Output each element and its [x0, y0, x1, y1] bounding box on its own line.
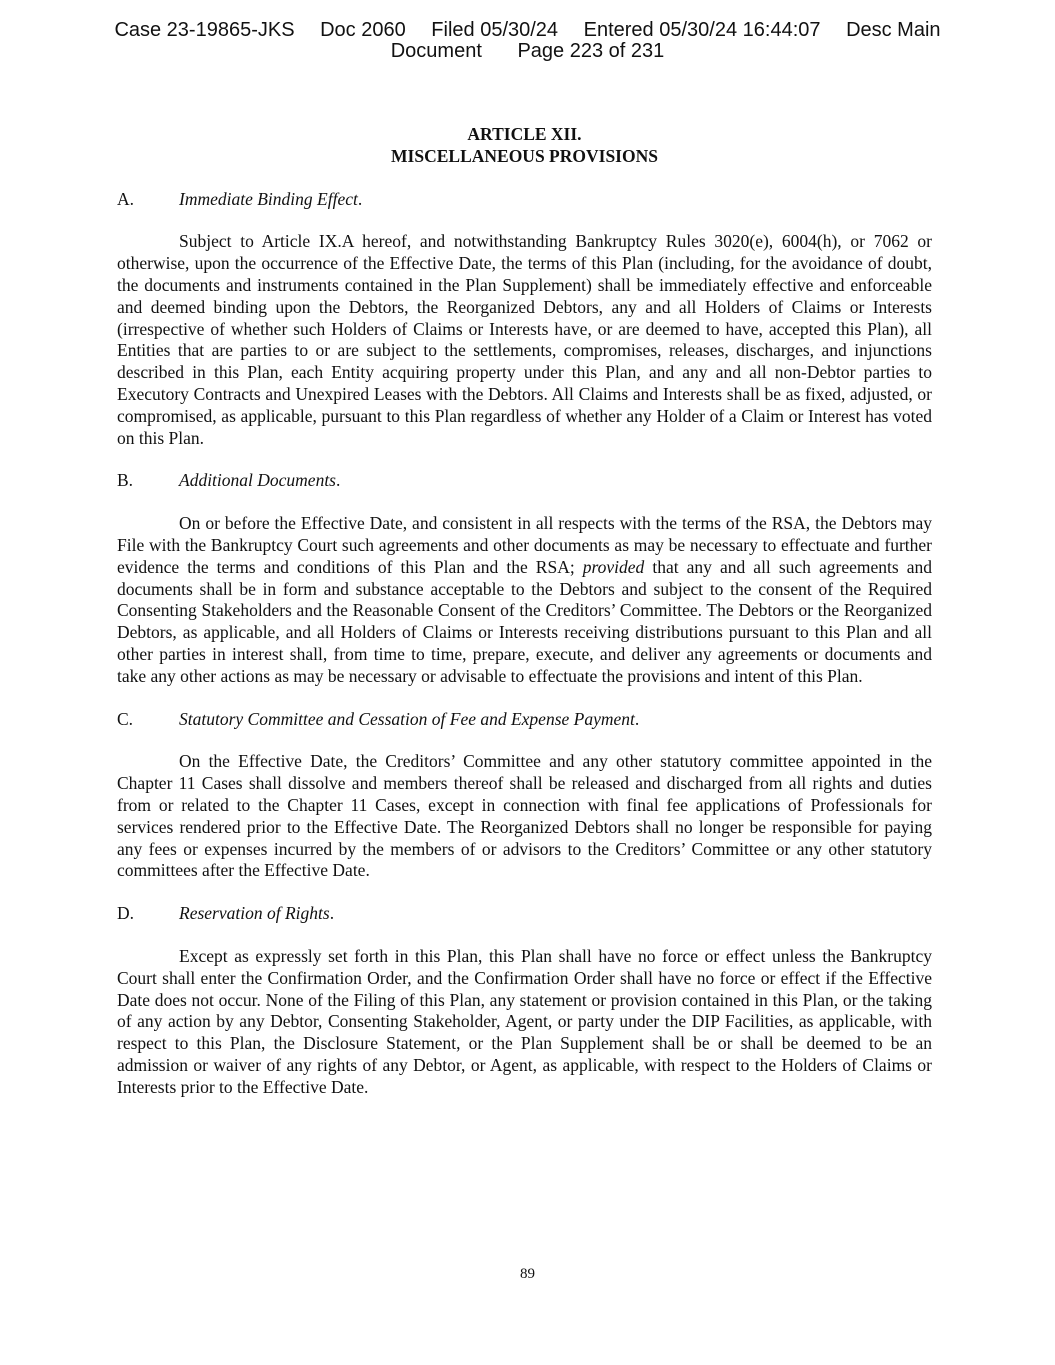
article-title: MISCELLANEOUS PROVISIONS	[391, 145, 658, 166]
filed-date: Filed 05/30/24	[431, 19, 559, 41]
case-number: Case 23-19865-JKS	[114, 19, 295, 41]
section-title: Reservation of Rights	[179, 903, 330, 924]
header-line-2	[0, 41, 1055, 62]
section-title: Additional Documents	[179, 470, 336, 491]
description: Desc Main	[846, 19, 941, 41]
paragraph-text: On or before the Effective Date, and consistent in all respects with the terms of the RSA, the Debtors may File with the Bankruptcy Court such agreements and other documents as may be necessary to effectuate and further evidence the terms and conditions of this Plan and the RSA;	[117, 513, 932, 577]
page-number: 89	[520, 1266, 535, 1282]
section-paragraph-d: Except as expressly set forth in this Plan, this Plan shall have no force or effect unless the Bankruptcy Court shall enter the Confirmation Order, and the Confirmation Order shall have no force or effect if the Effective Date does not occur. None of the Filing of this Plan, any statement or provision contained in this Plan, or the taking of any action by any Debtor, Consenting Stakeholder, Agent, or party under the DIP Facilities, as applicable, with respect to this Plan, the Disclosure Statement, or the Plan Supplement shall be or shall be deemed to be an admission or waiver of any rights of any Debtor, or Agent, as applicable, with respect to the Holders of Claims or Interests prior to the Effective Date.	[117, 945, 932, 1097]
section-letter: D.	[117, 903, 135, 924]
header-line-1	[0, 20, 1055, 41]
section-title-wrap: Additional Documents.	[179, 470, 341, 491]
section-title-wrap: Immediate Binding Effect.	[179, 188, 363, 209]
section-paragraph-a: Subject to Article IX.A hereof, and notwithstanding Bankruptcy Rules 3020(e), 6004(h), or 7062 or otherwise, upon the occurrence of the Effective Date, the terms of this Plan (including, for the avoidance of doubt, the documents and instruments contained in the Plan Supplement) shall be immediately effective and enforceable and deemed binding upon the Debtors, the Reorganized Debtors, any and all Holders of Claims or Interests (irrespective of whether such Holders of Claims or Interests have, or are deemed to have, accepted this Plan), all Entities that are parties to or are subject to the settlements, compromises, releases, discharges, and injunctions described in this Plan, each Entity acquiring property under this Plan, and any and all non-Debtor parties to Executory Contracts and Unexpired Leases with the Debtors. All Claims and Interests shall be as fixed, adjusted, or compromised, as applicable, pursuant to this Plan regardless of whether any Holder of a Claim or Interest has voted on this Plan.	[117, 231, 932, 448]
court-filing-header	[0, 20, 1055, 62]
section-title-wrap: Reservation of Rights.	[179, 903, 335, 924]
section-heading-b	[117, 470, 932, 492]
entered-date: Entered 05/30/24 16:44:07	[583, 19, 821, 41]
section-heading-c	[117, 709, 932, 731]
document-body	[117, 124, 932, 1098]
section-paragraph-c: On the Effective Date, the Creditors’ Committee and any other statutory committee appointed in the Chapter 11 Cases shall dissolve and members thereof shall be released and discharged from all rights and duties from or related to the Chapter 11 Cases, except in connection with final fee applications of Professionals for services rendered prior to the Effective Date. The Reorganized Debtors shall no longer be responsible for paying any fees or expenses incurred by the members of or advisors to the Creditors’ Committee or any other statutory committees after the Effective Date.	[117, 751, 932, 881]
section-title: Immediate Binding Effect	[179, 188, 358, 209]
section-letter: A.	[117, 188, 135, 209]
section-heading-a	[117, 189, 932, 211]
doc-number: Doc 2060	[320, 19, 406, 41]
section-title: Statutory Committee and Cessation of Fee and Expense Payment	[179, 708, 635, 729]
document-label: Document	[390, 40, 482, 62]
article-number: ARTICLE XII.	[467, 124, 582, 144]
paragraph-text: that any and all such agreements and documents shall be in form and substance acceptable to the Debtors and subject to the consent of the Required Consenting Stakeholders and the Reasonable Consent of the Creditors’ Committee. The Debtors or the Reorganized Debtors, as applicable, and all Holders of Claims or Interests receiving distributions pursuant to this Plan and all other parties in interest shall, from time to time, prepare, execute, and deliver any agreements or documents and take any other actions as may be necessary or advisable to effectuate the provisions and intent of this Plan.	[117, 556, 932, 686]
italic-term: provided	[582, 556, 645, 577]
section-paragraph-b	[117, 513, 932, 687]
section-letter: B.	[117, 470, 134, 491]
section-heading-d	[117, 903, 932, 925]
section-letter: C.	[117, 708, 134, 729]
section-title-wrap: Statutory Committee and Cessation of Fee and Expense Payment.	[179, 708, 640, 729]
page-count: Page 223 of 231	[517, 40, 665, 62]
